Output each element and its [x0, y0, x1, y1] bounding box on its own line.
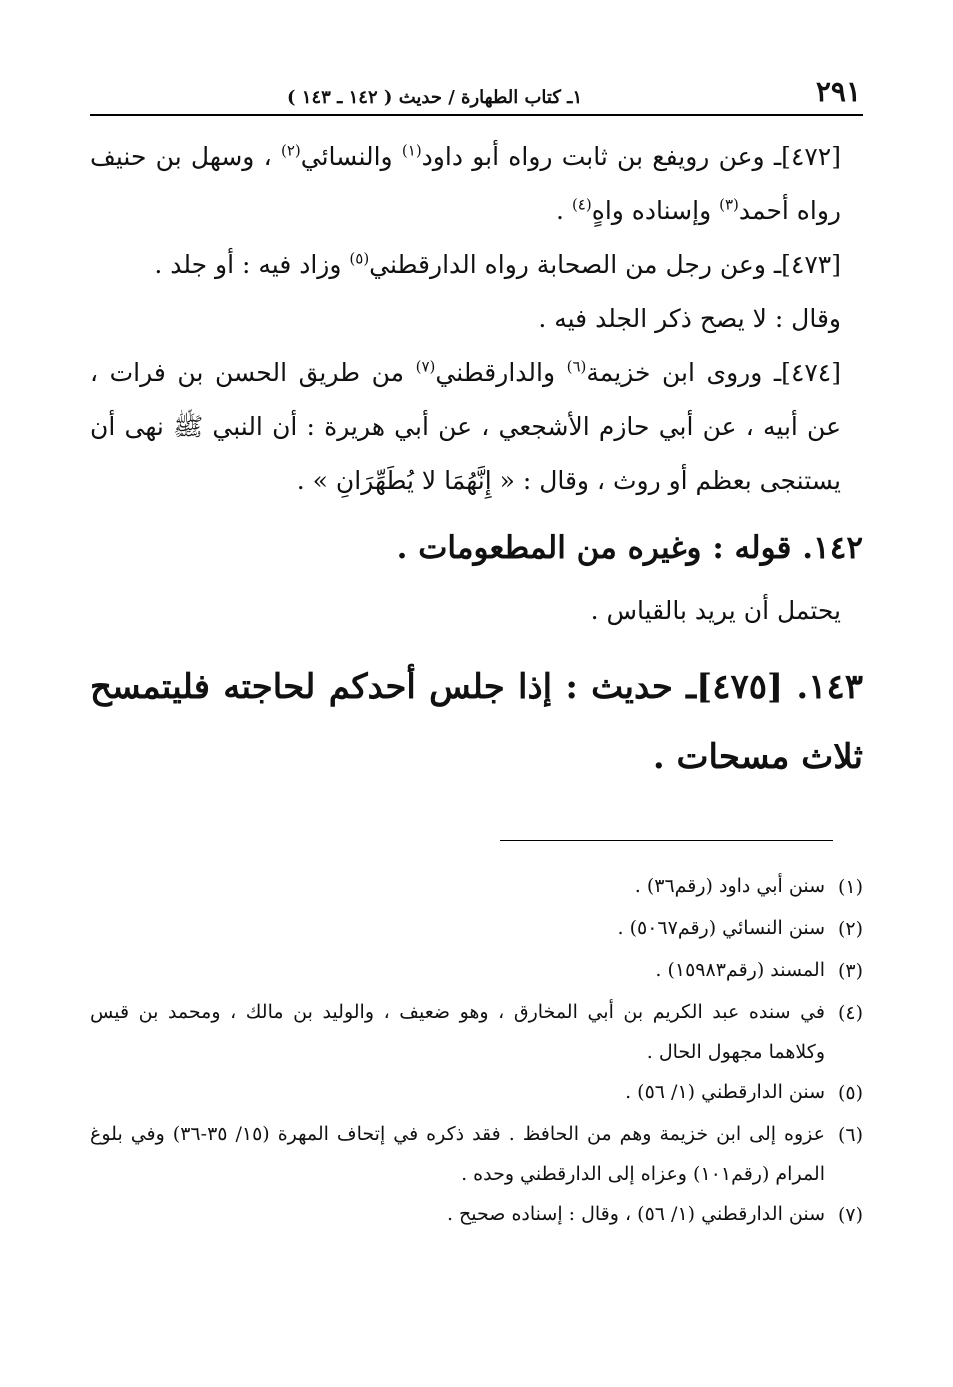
footnote-item — [90, 950, 863, 992]
text-segment: وقال : لا يصح ذكر الجلد فيه . — [538, 304, 841, 333]
hadith-472 — [90, 130, 863, 238]
page-number: ٢٩١ — [815, 75, 861, 108]
footnote-number: (٣) — [837, 960, 863, 982]
footnote-item — [90, 908, 863, 950]
footnote-number: (٤) — [837, 1002, 863, 1024]
footnote-ref-6[interactable]: (٦) — [566, 357, 587, 376]
footnote-text: سنن أبي داود (رقم٣٦) . — [634, 875, 825, 897]
text-segment: والدارقطني — [435, 358, 567, 387]
footnote-text: سنن الدارقطني (١/ ٥٦) ، وقال : إسناده صحيح . — [446, 1203, 825, 1225]
hadith-473 — [90, 238, 863, 292]
footnote-text: عزوه إلى ابن خزيمة وهم من الحافظ . فقد ذكره في إتحاف المهرة (١٥/ ٣٥-٣٦) وفي بلوغ المرام (رقم١٠١) وعزاه إلى الدارقطني وحده . — [90, 1123, 825, 1185]
text-segment: . — [556, 196, 572, 225]
footnote-ref-5[interactable]: (٥) — [349, 249, 370, 268]
footnote-text: سنن الدارقطني (١/ ٥٦) . — [625, 1081, 825, 1103]
footnote-ref-3[interactable]: (٣) — [719, 195, 739, 214]
footnote-ref-7[interactable]: (٧) — [415, 357, 436, 376]
footnote-number: (١) — [837, 876, 863, 898]
footnote-number: (٧) — [837, 1204, 863, 1226]
footnote-ref-1[interactable]: (١) — [401, 141, 422, 160]
footnote-item — [90, 1194, 863, 1236]
main-text — [90, 130, 863, 792]
footnote-ref-2[interactable]: (٢) — [280, 141, 301, 160]
hadith-473-note — [90, 292, 863, 346]
footnote-item — [90, 1114, 863, 1194]
section-heading-143: ١٤٣. [٤٧٥]ـ حديث : إذا جلس أحدكم لحاجته فليتمسح ثلاث مسحات . — [90, 667, 863, 777]
footnote-text: سنن النسائي (رقم٥٠٦٧) . — [617, 917, 825, 939]
text-segment: [٤٧٢]ـ وعن رويفع بن ثابت رواه أبو داود — [421, 142, 841, 171]
page-header — [90, 70, 863, 116]
hadith-474 — [90, 346, 863, 508]
footnote-number: (٥) — [837, 1082, 863, 1104]
section-142-text: يحتمل أن يريد بالقياس . — [590, 596, 841, 625]
running-title: ١ـ كتاب الطهارة / حديث ( ١٤٢ ـ ١٤٣ ) — [287, 87, 583, 108]
footnote-item — [90, 1072, 863, 1114]
text-segment: ، وسهل بن حنيف رواه أحمد — [90, 142, 841, 225]
text-segment: والنسائي — [300, 142, 402, 171]
footnote-item — [90, 866, 863, 908]
text-segment: وزاد فيه : أو جلد . — [154, 250, 350, 279]
footnote-divider — [500, 840, 833, 841]
text-segment: [٤٧٤]ـ وروى ابن خزيمة — [586, 358, 841, 387]
footnote-text: في سنده عبد الكريم بن أبي المخارق ، وهو ضعيف ، والوليد بن مالك ، ومحمد بن قيس وكلاهما مجهول الحال . — [90, 1001, 825, 1063]
footnote-number: (٦) — [837, 1124, 863, 1146]
footnote-text: المسند (رقم١٥٩٨٣) . — [655, 959, 825, 981]
footnote-ref-4[interactable]: (٤) — [571, 195, 592, 214]
text-segment: وإسناده واهٍ — [591, 196, 720, 225]
text-segment: [٤٧٣]ـ وعن رجل من الصحابة رواه الدارقطني — [369, 250, 841, 279]
footnotes — [90, 866, 863, 1236]
footnote-number: (٢) — [837, 918, 863, 940]
footnote-item — [90, 992, 863, 1072]
page — [90, 70, 863, 798]
section-heading-142: ١٤٢. قوله : وغيره من المطعومات . — [396, 530, 863, 566]
text-segment: من طريق الحسن بن فرات ، عن أبيه ، عن أبي حازم الأشجعي ، عن أبي هريرة : أن النبي ﷺ نهى أن يستنجى بعظم أو روث ، وقال : « إِنَّهُمَا لا يُطَهِّرَانِ » . — [90, 358, 841, 495]
